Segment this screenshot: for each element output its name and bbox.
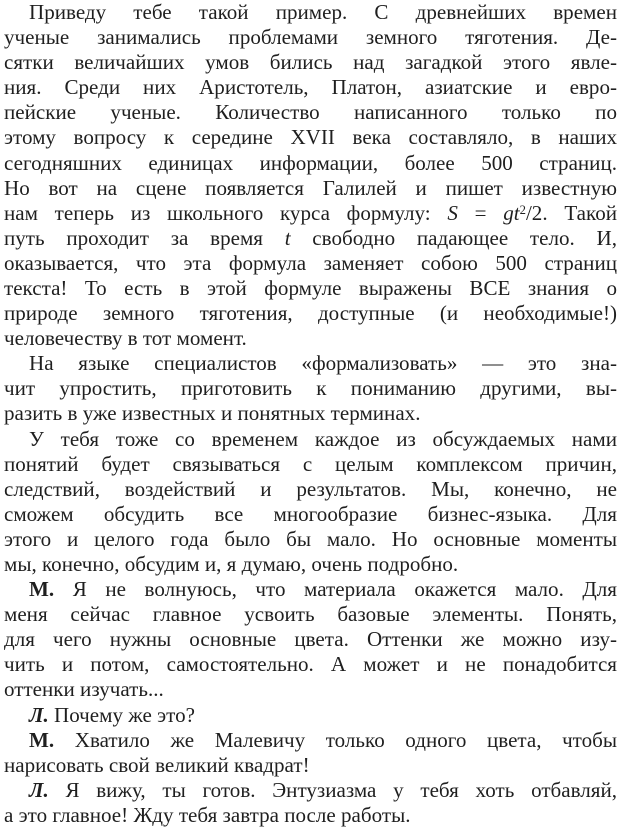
time-variable-t: t (284, 225, 291, 250)
text-line: этого и целого года было бы мало. Но основные моменты (4, 526, 617, 551)
text-line: понятий будет связываться с целым комплексом причин, (4, 451, 617, 476)
dialogue-line: а это главное! Жду тебя завтра после работы. (4, 802, 411, 827)
text-line: мы, конечно, обсудим и, я думаю, очень подробно. (4, 552, 459, 576)
text-line: человечеству в тот момент. (4, 326, 247, 351)
text-line: сятки величайших умов бились над загадкой этого явле- (4, 50, 617, 75)
dialogue-line (4, 703, 617, 728)
text-line: сможем обсудить все многообразие бизнес-языка. Для (4, 501, 617, 526)
text-before-t: путь проходит за время (4, 225, 285, 250)
text-line: У тебя тоже со временем каждое из обсуждаемых нами (29, 426, 617, 451)
text-line: сегодняшних единицах информации, более 500 страниц. (4, 150, 617, 175)
dialogue-line: меня сейчас главное усвоить базовые элементы. Понять, (4, 602, 617, 627)
dialogue-line: оттенки изучать... (4, 677, 164, 702)
formula-var-s: S (447, 200, 458, 225)
speaker-label: М. (29, 727, 55, 752)
dialogue-line (4, 577, 617, 602)
formula-exponent: 2 (519, 203, 526, 218)
text-line: следствий, воздействий и результатов. Мы, конечно, не (4, 476, 617, 501)
dialogue-line: чить и потом, самостоятельно. А может и не понадобится (4, 652, 617, 677)
text-line: ученые занимались проблемами земного тяготения. Де- (4, 25, 617, 50)
dialogue-line: нарисовать свой великий квадрат! (4, 752, 310, 777)
text-after-t: свободно падающее тело. И, (290, 225, 617, 250)
formula-line (4, 201, 617, 226)
formula-var-g: g (503, 200, 514, 225)
text-line: Приведу тебе такой пример. С древнейших времен (29, 0, 617, 24)
dialogue-text: Я не волнуюсь, что материала окажется мало. Для (54, 577, 617, 602)
formula-var-t: t (513, 200, 520, 225)
dialogue-text: Хватило же Малевичу только одного цвета, чтобы (54, 727, 617, 752)
formula-text-before: нам теперь из школьного курса формулу: (4, 200, 448, 225)
speaker-label: М. (29, 577, 55, 602)
dialogue-line (4, 728, 617, 753)
dialogue-line (4, 778, 617, 803)
formula-text-after: /2. Такой (525, 200, 617, 225)
text-line: На языке специалистов «формализовать» — это зна- (29, 351, 617, 376)
dialogue-text: Почему же это? (48, 702, 195, 727)
speaker-label: Л. (29, 777, 49, 802)
text-line: текста! То есть в этой формуле выражены ВСЕ знания о (4, 276, 617, 300)
text-line: пейские ученые. Количество написанного только по (4, 100, 617, 125)
text-line: разить в уже известных и понятных терминах. (4, 401, 421, 426)
text-line (4, 226, 617, 251)
text-line: ния. Среди них Аристотель, Платон, азиатские и евро- (4, 75, 617, 100)
dialogue-text: Я вижу, ты готов. Энтузиазма у тебя хоть отбавляй, (48, 777, 617, 802)
text-line: чит упростить, приготовить к пониманию другими, вы- (4, 376, 617, 401)
text-line: природе земного тяготения, доступные (и необходимые!) (4, 301, 617, 326)
text-line: этому вопросу к середине XVII века составляло, в наших (4, 125, 617, 150)
text-line: Но вот на сцене появляется Галилей и пишет известную (4, 175, 617, 200)
dialogue-line: для чего нужны основные цвета. Оттенки же можно изу- (4, 627, 617, 652)
speaker-label: Л. (29, 702, 49, 727)
formula-equals: = (457, 200, 504, 225)
text-line: оказывается, что эта формула заменяет собою 500 страниц (4, 250, 617, 275)
